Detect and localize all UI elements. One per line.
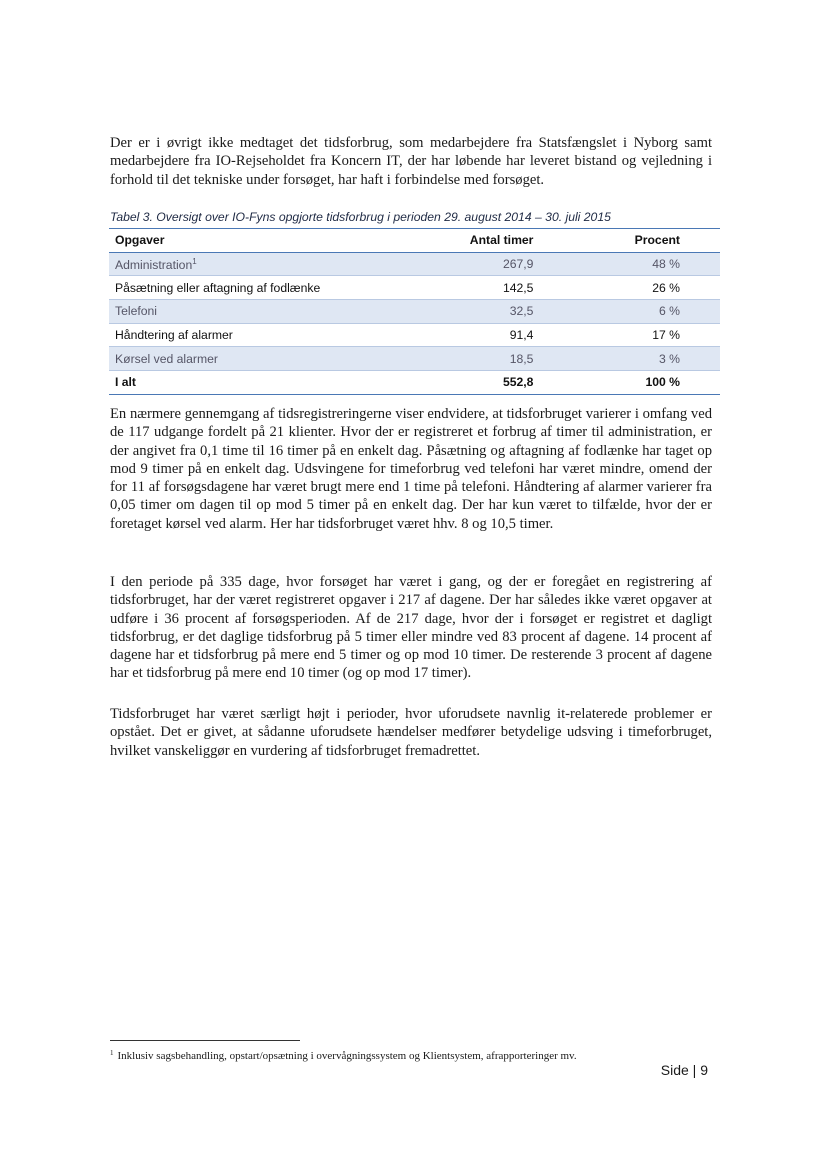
row-hours: 32,5 bbox=[509, 304, 534, 319]
table-total-row bbox=[109, 371, 720, 395]
row-hours: 267,9 bbox=[502, 257, 534, 272]
total-label: I alt bbox=[115, 375, 136, 390]
table-row bbox=[109, 300, 720, 324]
row-percent: 48 % bbox=[652, 257, 680, 272]
row-task: Kørsel ved alarmer bbox=[115, 351, 218, 366]
row-hours: 91,4 bbox=[509, 328, 534, 343]
footnote-ref: 1 bbox=[192, 256, 197, 266]
row-hours: 142,5 bbox=[502, 280, 534, 295]
row-percent: 6 % bbox=[658, 304, 680, 319]
row-percent: 17 % bbox=[652, 328, 680, 343]
row-percent: 26 % bbox=[652, 280, 680, 295]
header-hours: Antal timer bbox=[469, 233, 534, 248]
footnote-text: Inklusiv sagsbehandling, opstart/opsætning i overvågningssystem og Klientsystem, afrapporteringer mv. bbox=[117, 1050, 577, 1062]
table-row bbox=[109, 276, 720, 300]
paragraph-variation: En nærmere gennemgang af tidsregistreringerne viser endvidere, at tidsforbruget varierer i omfang ved de 117 udgange fordelt på 21 klienter. Hvor der er registreret et forbrug af timer til administration, er der angivet fra 0,1 time til 16 timer på en enkelt dag. Påsætning og aftagning af fodlænke har taget op mod 9 timer på en enkelt dag. Udsvingene for timeforbrug ved telefoni har været mindre, omend der for 11 af forsøgsdagene har været brugt mere end 1 time på telefoni. Håndtering af alarmer varierer fra 0,05 timer om dagen til op mod 5 timer på en enkelt dag. Der har kun været to tilfælde, hvor der er foretaget kørsel ved alarm. Her har tidsforbruget været hhv. 8 og 10,5 timer. bbox=[110, 406, 712, 532]
row-task: Påsætning eller aftagning af fodlænke bbox=[115, 280, 321, 295]
paragraph-conclusion: Tidsforbruget har været særligt højt i perioder, hvor uforudsete navnlig it-relaterede problemer er opstået. Det er givet, at sådanne uforudsete hændelser medfører betydelige udsving i timeforbruget, hvilket vanskeliggør en vurdering af tidsforbruget fremadrettet. bbox=[110, 706, 712, 759]
footnote bbox=[110, 1047, 730, 1063]
row-task: Administration$^1$ bbox=[115, 256, 197, 272]
footnote-divider bbox=[110, 1040, 300, 1041]
table-header-row bbox=[109, 229, 720, 253]
row-task: Håndtering af alarmer bbox=[115, 328, 233, 343]
table-caption: Tabel 3. Oversigt over IO-Fyns opgjorte tidsforbrug i perioden 29. august 2014 – 30. juli 2015 bbox=[110, 210, 611, 224]
row-percent: 3 % bbox=[658, 351, 680, 366]
header-task: Opgaver bbox=[115, 233, 165, 248]
table-row bbox=[109, 323, 720, 347]
header-percent: Procent bbox=[634, 233, 680, 248]
footnote-number: 1 bbox=[110, 1049, 114, 1057]
table-row bbox=[109, 252, 720, 276]
total-percent: 100 % bbox=[645, 375, 680, 390]
row-task: Telefoni bbox=[115, 304, 158, 319]
table-row bbox=[109, 347, 720, 371]
row-hours: 18,5 bbox=[509, 351, 534, 366]
paragraph-intro: Der er i øvrigt ikke medtaget det tidsforbrug, som medarbejdere fra Statsfængslet i Nyborg samt medarbejdere fra IO-Rejseholdet fra Koncern IT, der har løbende har leveret bistand og vejledning i forhold til det tekniske under forsøget, har haft i forbindelse med forsøget. bbox=[110, 135, 712, 188]
paragraph-period: I den periode på 335 dage, hvor forsøget har været i gang, og der er foregået en registrering af tidsforbruget, har der været registreret opgaver i 217 af dagene. Der har således ikke været opgaver at udføre i 36 procent af forsøgsperioden. Af de 217 dage, hvor der i forsøget er registret et dagligt tidsforbrug, er det daglige tidsforbrug på 5 timer eller mindre ved 83 procent af dagene. 14 procent af dagene har et tidsforbrug på mere end 5 timer og op mod 10 timer. De resterende 3 procent af dagene har et tidsforbrug på mere end 10 timer (og op mod 17 timer). bbox=[110, 574, 712, 682]
time-usage-table bbox=[109, 228, 720, 395]
total-hours: 552,8 bbox=[502, 375, 534, 390]
page-number: Side | 9 bbox=[660, 1062, 708, 1078]
